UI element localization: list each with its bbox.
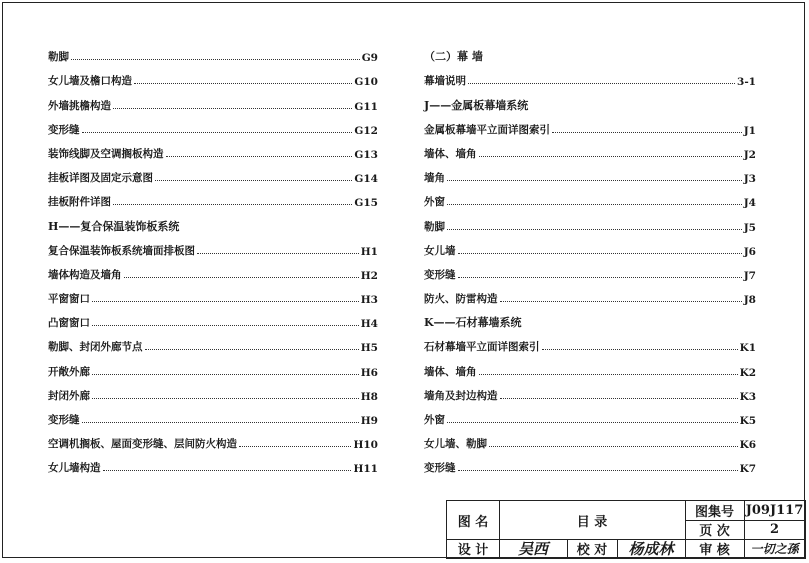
toc-entry-page-code: H1 bbox=[360, 245, 378, 258]
toc-entry-page-code: K5 bbox=[739, 415, 756, 427]
dot-leader bbox=[113, 107, 352, 109]
toc-entry bbox=[424, 403, 756, 427]
dot-leader bbox=[458, 276, 742, 278]
dot-leader bbox=[447, 203, 742, 205]
toc-entry bbox=[48, 113, 378, 137]
toc-entry-title: 挂板附件详图 bbox=[48, 196, 111, 209]
toc-entry bbox=[48, 451, 378, 475]
dot-leader bbox=[447, 179, 742, 181]
drawing-name: 目 录 bbox=[576, 514, 608, 530]
toc-entry bbox=[424, 64, 756, 88]
toc-entry bbox=[424, 258, 756, 282]
toc-entry-title: 石材幕墙平立面详图索引 bbox=[424, 341, 540, 354]
toc-entry bbox=[48, 234, 378, 258]
title-block bbox=[446, 500, 806, 559]
toc-entry bbox=[424, 282, 756, 306]
toc-entry-title: 变形缝 bbox=[48, 123, 80, 136]
toc-entry-title: 开敞外廊 bbox=[48, 365, 90, 378]
toc-entry-title: 变形缝 bbox=[48, 414, 80, 426]
toc-entry-page-code: G14 bbox=[354, 173, 378, 186]
dot-leader bbox=[82, 131, 353, 133]
page-label: 页 次 bbox=[699, 524, 730, 539]
section-heading bbox=[424, 40, 756, 64]
toc-entry-page-code: H6 bbox=[360, 366, 378, 379]
check-label: 校 对 bbox=[576, 543, 608, 558]
toc-entry bbox=[48, 354, 378, 378]
dot-leader bbox=[92, 373, 359, 375]
toc-entry-title: 外墙挑檐构造 bbox=[48, 99, 111, 112]
toc-entry bbox=[48, 403, 378, 427]
toc-entry-page-code: K2 bbox=[739, 366, 756, 379]
toc-entry-page-code: H10 bbox=[353, 439, 378, 452]
toc-entry bbox=[424, 113, 756, 137]
section-heading bbox=[48, 209, 378, 233]
dot-leader bbox=[458, 252, 742, 254]
dot-leader bbox=[92, 397, 359, 399]
toc-entry-title: 勒脚 bbox=[424, 220, 445, 233]
toc-entry-title: 装饰线脚及空调搁板构造 bbox=[48, 147, 164, 160]
check-signature: 杨成林 bbox=[628, 540, 674, 558]
toc-entry-page-code: H9 bbox=[360, 415, 378, 427]
toc-entry-page-code: K1 bbox=[739, 342, 756, 355]
atlas-no-label: 图集号 bbox=[694, 505, 734, 520]
toc-entry-title: 变形缝 bbox=[424, 462, 456, 475]
toc-entry-title: 女儿墙及檐口构造 bbox=[48, 75, 132, 88]
toc-entry-title: 勒脚、封闭外廊节点 bbox=[48, 341, 143, 354]
dot-leader bbox=[500, 397, 738, 399]
dot-leader bbox=[145, 348, 359, 350]
dot-leader bbox=[134, 82, 352, 84]
toc-entry-title: 外窗 bbox=[424, 196, 445, 209]
toc-entry-page-code: H2 bbox=[360, 269, 378, 282]
toc-entry-title: 墙角 bbox=[424, 172, 445, 185]
dot-leader bbox=[82, 421, 359, 423]
dot-leader bbox=[468, 82, 735, 84]
toc-entry-page-code: J5 bbox=[743, 221, 756, 234]
toc-entry bbox=[48, 161, 378, 185]
dot-leader bbox=[552, 131, 742, 133]
drawing-name-label: 图 名 bbox=[457, 514, 489, 530]
toc-entry bbox=[424, 330, 756, 354]
toc-entry-page-code: J2 bbox=[743, 148, 756, 161]
toc-entry-title: 空调机搁板、屋面变形缝、层间防火构造 bbox=[48, 438, 237, 451]
toc-entry-page-code: H8 bbox=[360, 390, 378, 403]
toc-entry-page-code: J7 bbox=[743, 269, 756, 282]
dot-leader bbox=[113, 203, 352, 205]
toc-entry-page-code: J3 bbox=[743, 173, 756, 186]
section-heading bbox=[424, 306, 756, 330]
dot-leader bbox=[103, 469, 352, 471]
dot-leader bbox=[197, 252, 359, 254]
toc-entry bbox=[424, 137, 756, 161]
toc-entry-title: 凸窗窗口 bbox=[48, 317, 90, 330]
design-signature: 吴西 bbox=[517, 540, 548, 558]
toc-entry-page-code: K3 bbox=[739, 390, 756, 403]
toc-entry-title: 封闭外廊 bbox=[48, 389, 90, 402]
section-heading-text: （二）幕 墙 bbox=[424, 50, 483, 64]
toc-entry-title: 墙体构造及墙角 bbox=[48, 268, 122, 281]
dot-leader bbox=[166, 155, 353, 157]
dot-leader bbox=[479, 373, 738, 375]
toc-entry bbox=[48, 40, 378, 64]
toc-entry-title: 女儿墙、勒脚 bbox=[424, 438, 487, 451]
toc-entry-page-code: H3 bbox=[360, 294, 378, 307]
toc-entry bbox=[48, 258, 378, 282]
toc-entry-page-code: G13 bbox=[354, 148, 378, 161]
section-heading bbox=[424, 88, 756, 112]
toc-entry-title: 平窗窗口 bbox=[48, 293, 90, 306]
toc-entry bbox=[48, 330, 378, 354]
toc-entry bbox=[48, 137, 378, 161]
toc-entry bbox=[424, 379, 756, 403]
toc-entry-page-code: J4 bbox=[743, 197, 756, 210]
toc-entry bbox=[48, 185, 378, 209]
toc-entry bbox=[48, 306, 378, 330]
toc-entry-page-code: G15 bbox=[354, 197, 378, 210]
toc-entry bbox=[424, 451, 756, 475]
toc-entry-page-code: J1 bbox=[743, 124, 756, 137]
toc-entry-page-code: G9 bbox=[361, 52, 378, 65]
toc-entry-title: 外窗 bbox=[424, 414, 445, 426]
dot-leader bbox=[92, 300, 359, 302]
dot-leader bbox=[71, 58, 360, 60]
toc-entry bbox=[48, 88, 378, 112]
dot-leader bbox=[447, 421, 738, 423]
section-heading-text: K——石材幕墙系统 bbox=[424, 316, 522, 330]
dot-leader bbox=[92, 324, 359, 326]
section-heading-text: J——金属板幕墙系统 bbox=[424, 98, 529, 112]
toc-entry bbox=[424, 185, 756, 209]
toc-entry-title: 墙体、墙角 bbox=[424, 147, 477, 160]
toc-entry-page-code: H11 bbox=[353, 463, 378, 476]
toc-entry-page-code: K6 bbox=[739, 439, 756, 452]
dot-leader bbox=[458, 469, 738, 471]
toc-entry bbox=[424, 161, 756, 185]
toc-entry-title: 幕墙说明 bbox=[424, 75, 466, 88]
toc-entry bbox=[424, 427, 756, 451]
toc-entry-title: 防火、防雷构造 bbox=[424, 293, 498, 306]
toc-entry bbox=[48, 282, 378, 306]
toc-entry-title: 挂板详图及固定示意图 bbox=[48, 172, 153, 185]
toc-entry bbox=[48, 64, 378, 88]
toc-right-column bbox=[424, 40, 756, 475]
page-number: 2 bbox=[769, 522, 780, 537]
toc-entry bbox=[424, 354, 756, 378]
review-label: 审 核 bbox=[699, 543, 730, 558]
toc-entry-title: 变形缝 bbox=[424, 268, 456, 281]
dot-leader bbox=[447, 228, 742, 230]
toc-entry-page-code: G11 bbox=[354, 100, 378, 113]
toc-entry-page-code: H4 bbox=[360, 318, 378, 331]
toc-entry-page-code: K7 bbox=[739, 463, 756, 476]
toc-entry-title: 墙角及封边构造 bbox=[424, 389, 498, 402]
toc-entry-title: 勒脚 bbox=[48, 51, 69, 64]
dot-leader bbox=[500, 300, 742, 302]
toc-entry-page-code: H5 bbox=[360, 342, 378, 355]
toc-entry bbox=[48, 379, 378, 403]
dot-leader bbox=[155, 179, 352, 181]
toc-entry-title: 女儿墙构造 bbox=[48, 462, 101, 475]
toc-entry-page-code: G10 bbox=[354, 76, 378, 89]
toc-entry bbox=[48, 427, 378, 451]
toc-entry-page-code: J6 bbox=[743, 245, 756, 258]
toc-entry-title: 金属板幕墙平立面详图索引 bbox=[424, 123, 550, 136]
atlas-no: J09J117 bbox=[745, 503, 804, 518]
section-heading-text: H——复合保温装饰板系统 bbox=[48, 219, 180, 233]
toc-entry-page-code: G12 bbox=[354, 124, 378, 137]
toc-entry bbox=[424, 234, 756, 258]
toc-left-column bbox=[48, 40, 378, 475]
toc-entry-page-code: J8 bbox=[743, 294, 756, 307]
dot-leader bbox=[479, 155, 742, 157]
dot-leader bbox=[124, 276, 359, 278]
dot-leader bbox=[239, 445, 351, 447]
toc-entry-title: 复合保温装饰板系统墙面排板图 bbox=[48, 244, 195, 257]
design-label: 设 计 bbox=[457, 543, 489, 558]
toc-entry-title: 女儿墙 bbox=[424, 244, 456, 257]
toc-entry-title: 墙体、墙角 bbox=[424, 365, 477, 378]
toc-entry bbox=[424, 209, 756, 233]
dot-leader bbox=[542, 348, 738, 350]
review-signature: 一切之孫 bbox=[750, 542, 799, 556]
dot-leader bbox=[489, 445, 738, 447]
toc-entry-page-code: 3-1 bbox=[737, 76, 756, 89]
